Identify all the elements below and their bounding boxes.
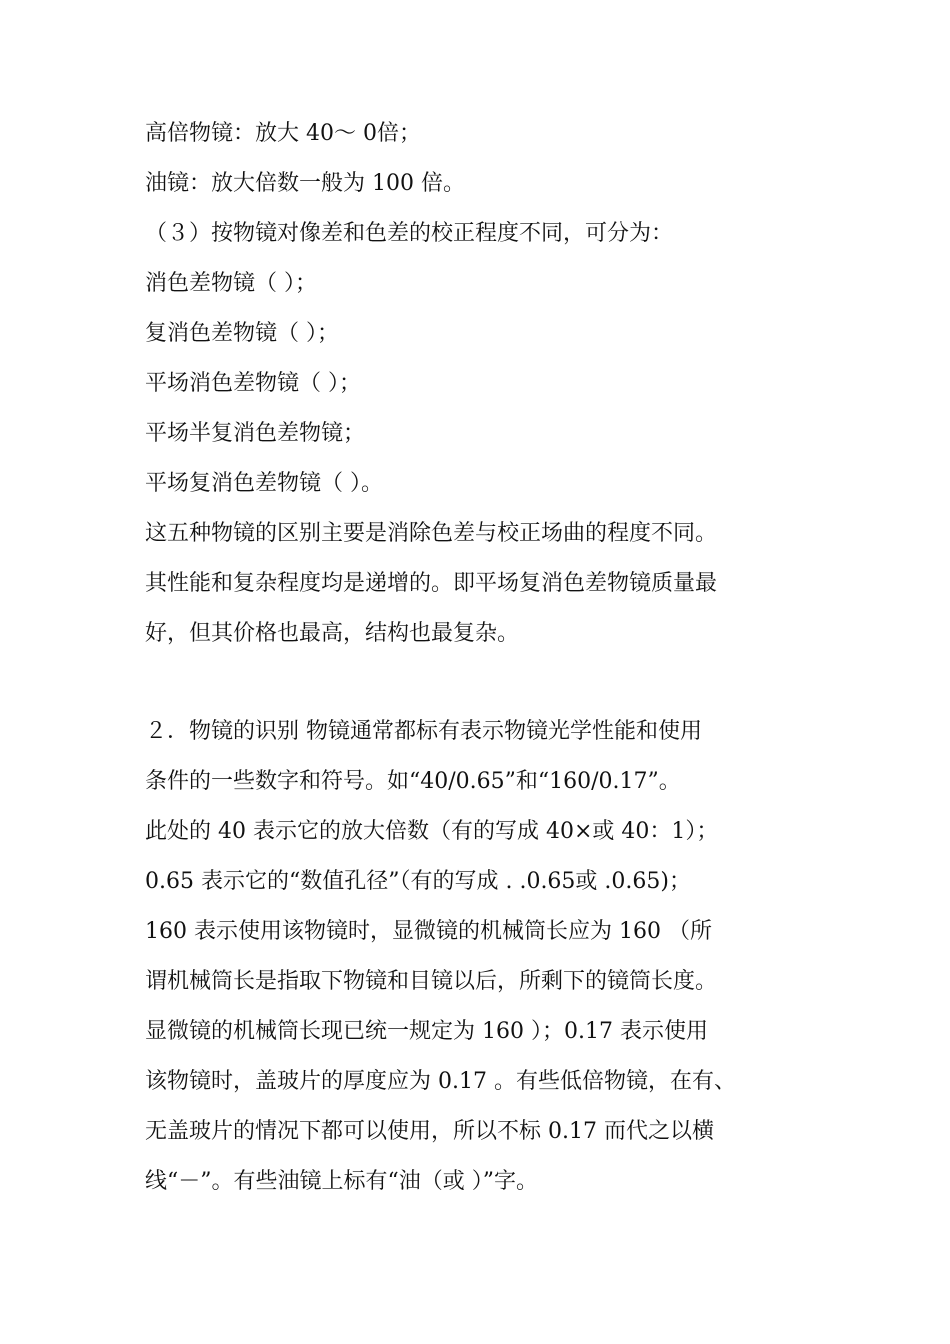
text-line: 平场消色差物镜（ ）；: [145, 371, 361, 396]
text-line: 条件的一些数字和符号。如“40/0.65”和“160/0.17”。: [145, 769, 681, 794]
text-line: 显微镜的机械筒长现已统一规定为 160 ）；0.17 表示使用: [145, 1019, 708, 1044]
text-line: 消色差物镜（ ）；: [145, 271, 317, 296]
text-line: 线“－”。有些油镜上标有“油（或 ）”字。: [145, 1169, 538, 1194]
text-line: 160 表示使用该物镜时，显微镜的机械筒长应为 160 （所: [145, 919, 712, 944]
text-line: （３）按物镜对像差和色差的校正程度不同，可分为：: [145, 221, 674, 246]
text-line: 其性能和复杂程度均是递增的。即平场复消色差物镜质量最: [145, 571, 718, 596]
text-line: 好，但其价格也最高，结构也最复杂。: [145, 621, 520, 646]
text-line: 平场复消色差物镜（ ）。: [145, 471, 383, 496]
text-line: 该物镜时，盖玻片的厚度应为 0.17 。有些低倍物镜，在有、: [145, 1069, 736, 1094]
text-line: 油镜：放大倍数一般为 100 倍。: [145, 171, 465, 196]
text-line: 平场半复消色差物镜；: [145, 421, 366, 446]
text-line: 高倍物镜：放大 40～ 0倍；: [145, 121, 421, 146]
text-line: 无盖玻片的情况下都可以使用，所以不标 0.17 而代之以横: [145, 1119, 714, 1144]
text-line: ２．物镜的识别 物镜通常都标有表示物镜光学性能和使用: [145, 719, 702, 744]
text-line: 这五种物镜的区别主要是消除色差与校正场曲的程度不同。: [145, 521, 718, 546]
text-line: 谓机械筒长是指取下物镜和目镜以后，所剩下的镜筒长度。: [145, 969, 718, 994]
text-line: 复消色差物镜（ ）；: [145, 321, 339, 346]
text-line: 此处的 40 表示它的放大倍数（有的写成 40×或 40：1）；: [145, 819, 719, 844]
text-line: 0.65 表示它的“数值孔径”（有的写成 . .0.65或 .0.65)；: [145, 869, 691, 894]
